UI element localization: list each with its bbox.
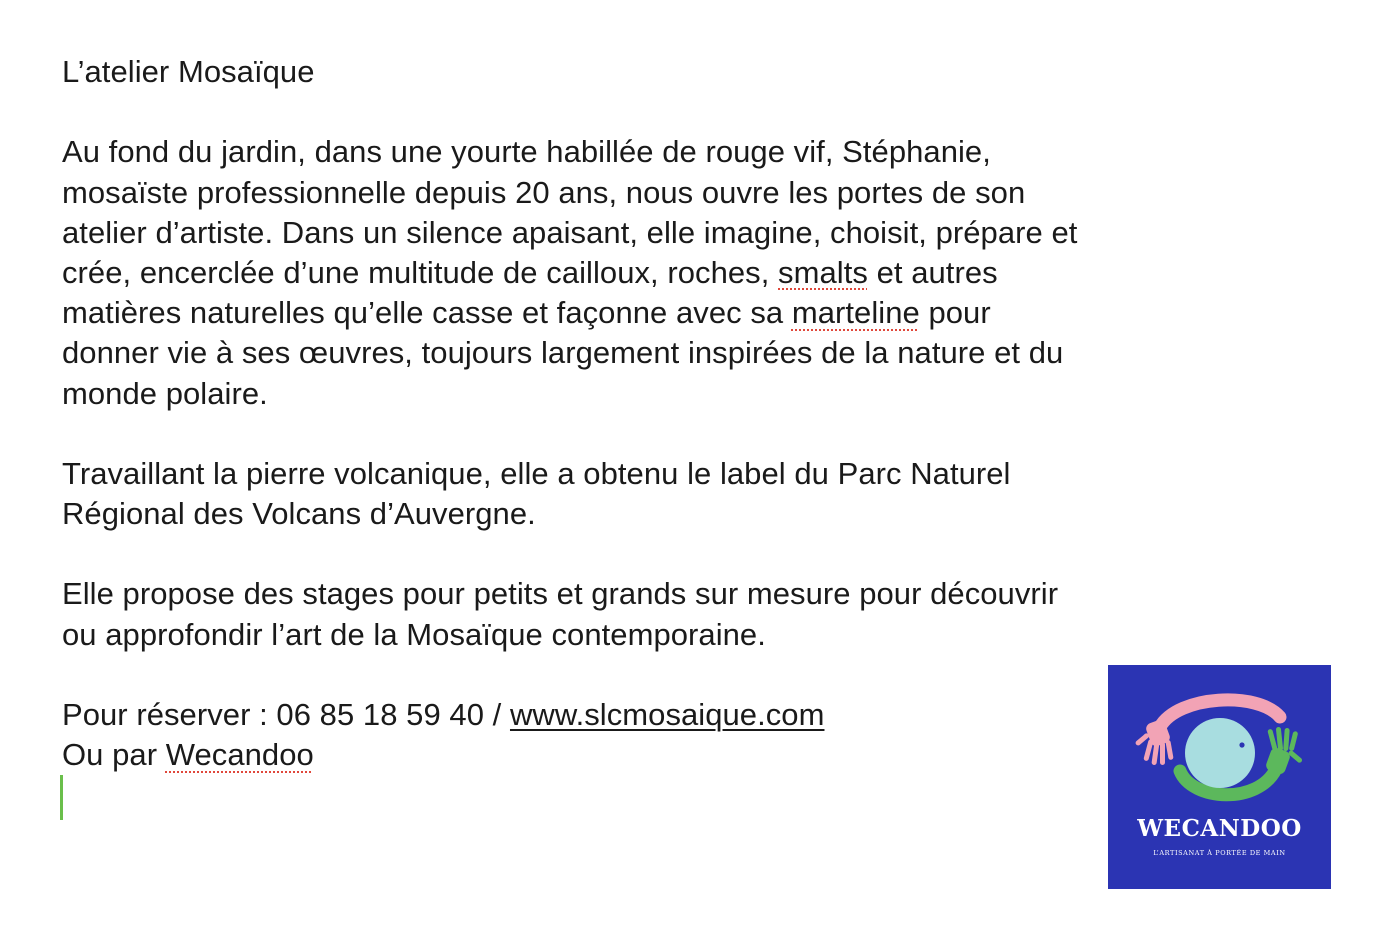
paragraph-line: atelier d’artiste. Dans un silence apaisant, elle imagine, choisit, prépare et [62,214,1078,250]
paragraph-line [62,293,1292,333]
paragraph-line: ou approfondir l’art de la Mosaïque contemporaine. [62,616,766,652]
spellcheck-flagged-word[interactable]: Wecandoo [165,737,314,773]
paragraph-label [62,454,1292,534]
blank-line [62,414,1292,454]
paragraph-line: Régional des Volcans d’Auvergne. [62,496,536,532]
website-link[interactable]: www.slcmosaique.com [509,697,825,732]
spellcheck-flagged-word[interactable]: marteline [791,295,920,331]
text-segment: crée, encerclée d’une multitude de cailloux, roches, [62,254,779,290]
paragraph-workshops [62,574,1292,654]
paragraph-line: mosaïste professionnelle depuis 20 ans, nous ouvre les portes de son [62,174,1026,210]
text-cursor [60,775,63,820]
paragraph-line [62,253,1292,293]
spellcheck-flagged-word[interactable]: smalts [778,254,868,290]
paragraph-line: donner vie à ses œuvres, toujours largement inspirées de la nature et du [62,335,1064,371]
paragraph-line: Travaillant la pierre volcanique, elle a obtenu le label du Parc Naturel [62,455,1011,491]
paragraph-line: Elle propose des stages pour petits et grands sur mesure pour découvrir [62,576,1059,612]
booking-phone: Pour réserver : 06 85 18 59 40 / [62,697,510,732]
text-segment: pour [919,295,991,331]
text-segment: Ou par [62,737,166,773]
blank-line [62,92,1292,132]
text-segment: matières naturelles qu’elle casse et façonne avec sa [62,295,792,331]
logo-brand-name: WECANDOO [1137,815,1302,842]
wecandoo-logo [1108,665,1331,889]
paragraph-intro [62,132,1292,413]
document-title: L’atelier Mosaïque [62,54,315,89]
paragraph-line: monde polaire. [62,375,268,411]
text-segment: et autres [867,254,998,290]
paragraph-line: Au fond du jardin, dans une yourte habillée de rouge vif, Stéphanie, [62,134,991,170]
logo-tagline: L’ARTISANAT À PORTÉE DE MAIN [1153,849,1286,857]
blank-line [62,534,1292,574]
